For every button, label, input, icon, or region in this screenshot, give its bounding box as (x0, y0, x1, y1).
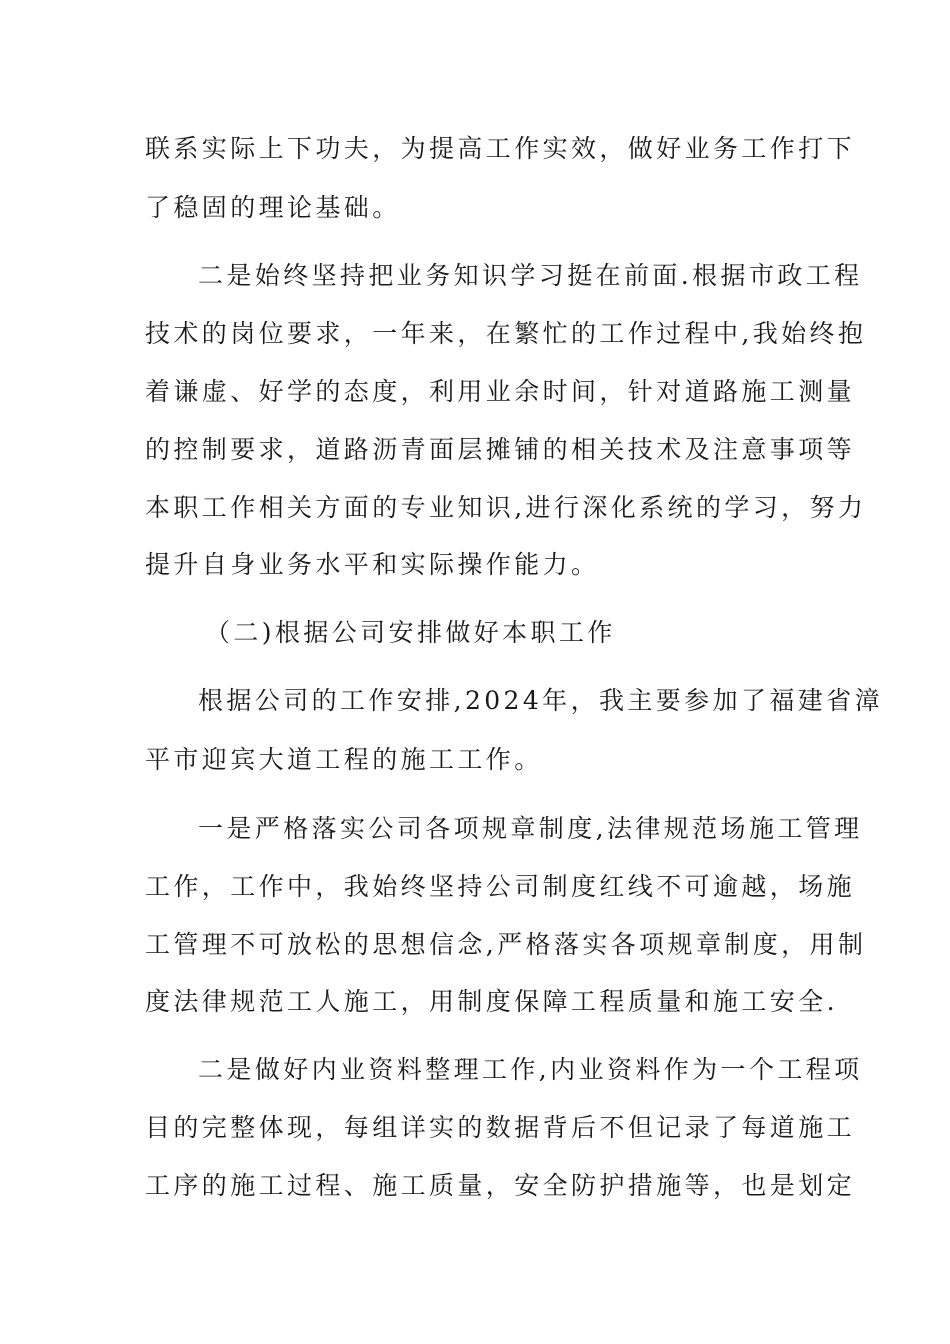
text-line: 工管理不可放松的思想信念,严格落实各项规章制度，用制 (145, 930, 867, 959)
text-line: 着谦虚、好学的态度，利用业余时间，针对道路施工测量 (145, 377, 856, 406)
text-line: 本职工作相关方面的专业知识,进行深化系统的学习，努力 (145, 493, 867, 522)
text-line: 的控制要求，道路沥青面层摊铺的相关技术及注意事项等 (145, 435, 856, 464)
paragraph-first-line: 二是做好内业资料整理工作,内业资料作为一个工程项 (198, 1055, 863, 1084)
text-line: 了稳固的理论基础。 (145, 193, 401, 222)
section-heading: （二)根据公司安排做好本职工作 (205, 618, 616, 647)
text-line: 技术的岗位要求，一年来，在繁忙的工作过程中,我始终抱 (145, 319, 867, 348)
paragraph-first-line: 二是始终坚持把业务知识学习挺在前面.根据市政工程 (198, 261, 863, 290)
text-line: 目的完整体现，每组详实的数据背后不但记录了每道施工 (145, 1113, 856, 1142)
paragraph-first-line: 一是严格落实公司各项规章制度,法律规范场施工管理 (198, 814, 863, 843)
paragraph-first-line: 根据公司的工作安排,2024年，我主要参加了福建省漳 (198, 686, 883, 715)
text-line: 提升自身业务水平和实际操作能力。 (145, 550, 600, 579)
text-line: 工作，工作中，我始终坚持公司制度红线不可逾越，场施 (145, 872, 856, 901)
text-line: 联系实际上下功夫，为提高工作实效，做好业务工作打下 (145, 134, 856, 163)
text-line: 工序的施工过程、施工质量，安全防护措施等，也是划定 (145, 1171, 856, 1200)
text-line: 平市迎宾大道工程的施工工作。 (145, 745, 543, 774)
text-line: 度法律规范工人施工，用制度保障工程质量和施工安全. (145, 987, 838, 1016)
